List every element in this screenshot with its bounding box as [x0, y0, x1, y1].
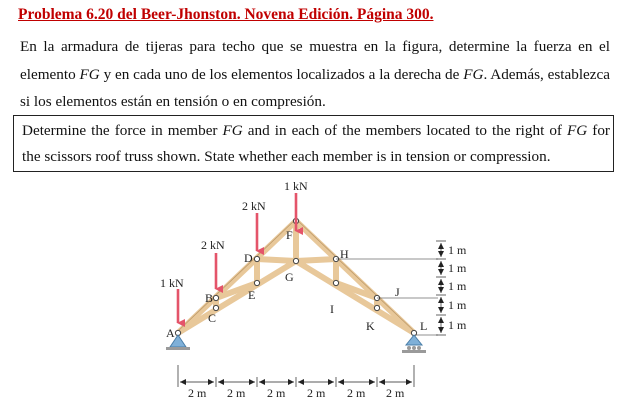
- span-dimensions: [178, 365, 414, 387]
- top-chord-right: [296, 221, 414, 333]
- node-label-i: I: [330, 302, 334, 316]
- svg-text:2 m: 2 m: [227, 386, 246, 400]
- svg-text:1 m: 1 m: [448, 261, 467, 275]
- load-label-b: 2 kN: [201, 238, 225, 252]
- truss-diagram: [150, 175, 630, 403]
- truss-figure: [150, 175, 630, 403]
- node-label-j: J: [395, 285, 400, 299]
- node-label-l: L: [420, 319, 428, 333]
- svg-text:1 m: 1 m: [448, 279, 467, 293]
- span-dimension-labels: [188, 386, 405, 400]
- load-label-f: 1 kN: [284, 179, 308, 193]
- load-label-a: 1 kN: [160, 276, 184, 290]
- svg-text:2 m: 2 m: [267, 386, 286, 400]
- member-dg: [257, 259, 296, 261]
- problem-statement-english: Determine the force in member FG and in each of the members located to the right of FG for the scissors roof truss shown. State whether each member is in tension or compression.: [22, 122, 610, 165]
- height-dimension-labels: [448, 243, 467, 332]
- svg-text:1 m: 1 m: [448, 243, 467, 257]
- svg-text:2 m: 2 m: [188, 386, 207, 400]
- height-dimensions: [436, 241, 446, 335]
- node-label-d: D: [244, 251, 253, 265]
- top-chord-left: [178, 221, 296, 333]
- bottom-chord-left: [178, 261, 296, 333]
- node-label-c: C: [208, 311, 217, 325]
- svg-text:2 m: 2 m: [347, 386, 366, 400]
- node-label-e: E: [248, 288, 256, 302]
- node-label-a: A: [166, 326, 175, 340]
- svg-text:1 m: 1 m: [448, 298, 467, 312]
- svg-text:2 m: 2 m: [386, 386, 405, 400]
- node-label-k: K: [366, 319, 375, 333]
- problem-statement-spanish: En la armadura de tijeras para techo que se muestra en la figura, determine la fuerza en el elemento FG y en cada uno de los elementos localizados a la derecha de FG. Además, establezca si los elementos están en tensión o en compresión.: [20, 38, 610, 110]
- member-gh: [296, 259, 336, 261]
- load-label-d: 2 kN: [242, 199, 266, 213]
- svg-text:1 m: 1 m: [448, 318, 467, 332]
- node-label-g: G: [285, 270, 294, 284]
- svg-text:2 m: 2 m: [307, 386, 326, 400]
- support-l: [402, 335, 426, 353]
- node-label-b: B: [205, 291, 214, 305]
- page-title: Problema 6.20 del Beer-Jhonston. Novena Edición. Página 300.: [18, 6, 434, 23]
- problem-statement-english-box: [13, 115, 614, 172]
- node-label-f: F: [286, 228, 293, 242]
- node-label-h: H: [340, 247, 349, 261]
